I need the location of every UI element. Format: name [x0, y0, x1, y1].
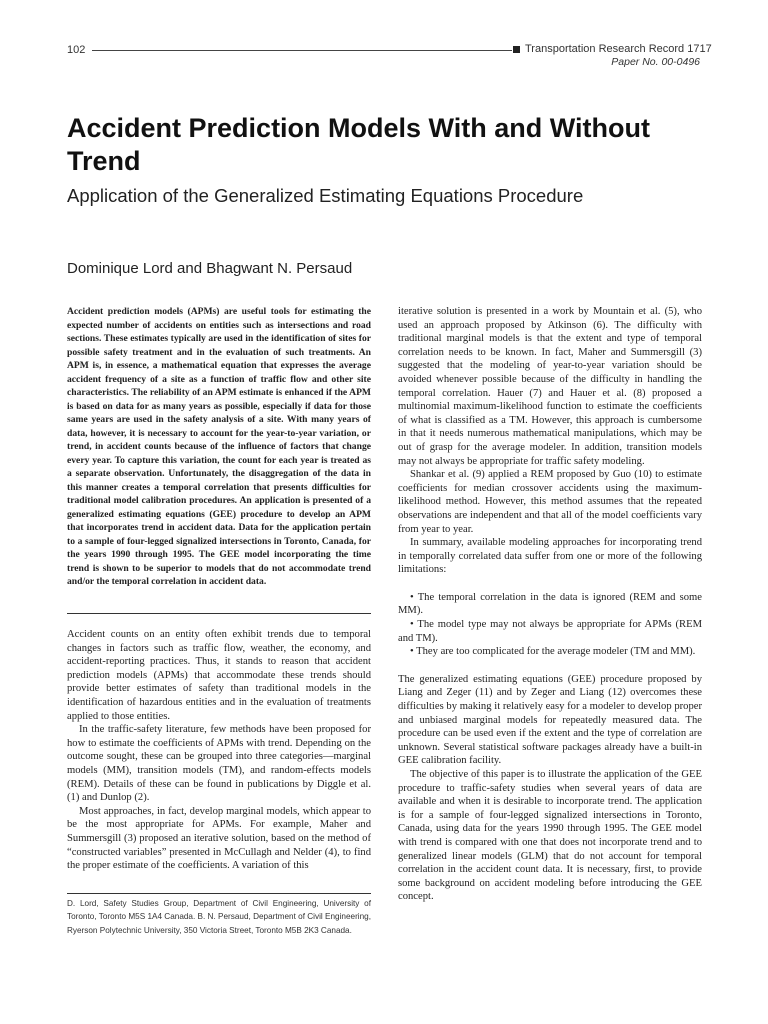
header-rule: [92, 50, 512, 51]
body-paragraph: In summary, available modeling approaches for incorporating trend in temporally correlated data suffer from one or more of the following limitations:: [398, 537, 702, 576]
body-paragraph: Most approaches, in fact, develop marginal models, which appear to be the most appropriate for APMs. For example, Maher and Summersgill (3) proposed an iterative solution, based on the method of “constructed variables” presented in McCullagh and Nelder (4), to find the proper estimate of the coefficients. A variation of this: [67, 805, 371, 872]
paper-number: Paper No. 00-0496: [611, 56, 700, 68]
body-paragraph: The objective of this paper is to illustrate the application of the GEE procedure to traffic-safety studies when several years of data are available and when it is desirable to incorporate trend. The application is for a sample of four-legged signalized intersections in Toronto, Canada, using data for the years 1990 through 1995. The GEE model with trend is compared with one that does not incorporate trend and to generalized linear models (GLM) that do not account for temporal correlation in the accident count data. It is necessary, first, to provide some background on accident modeling before introducing the GEE concept.: [398, 769, 702, 903]
body-left-column: [67, 628, 371, 873]
abstract: Accident prediction models (APMs) are useful tools for estimating the expected number of accidents on entities such as intersections and road sections. These estimates typically are used in the identification of sites for possible safety treatment and in the evaluation of such treatments. An APM is, in essence, a mathematical equation that expresses the average accident frequency of a site as a function of traffic flow and other site characteristics. The reliability of an APM estimate is enhanced if the APM is based on data for as many years as possible, especially if data for those same years are used in the safety analysis of a site. With many years of data, however, it is necessary to account for the year-to-year variation, or trend, in accident counts because of the influence of factors that change every year. To capture this variation, the count for each year is treated as a separate observation. Unfortunately, the disaggregation of the data in this manner creates a temporal correlation that presents difficulties for traditional model calibration procedures. An application is presented of a generalized estimating equations (GEE) procedure to develop an APM that incorporates trend in accident data. Data for the application pertain to a sample of four-legged signalized intersections in Toronto, Canada, for the years 1990 through 1995. The GEE model incorporating the time trend is shown to be superior to models that do not accommodate trend and/or the temporal correlation in accident data.: [67, 306, 371, 587]
header-square-icon: [513, 46, 520, 53]
body-paragraph: Shankar et al. (9) applied a REM proposed by Guo (10) to estimate coefficients for median crossover accidents using the maximum-likelihood method. However, this method assumes that the repeated observations are independent and that all of the model coefficients vary from year to year.: [398, 469, 702, 535]
author-affiliation-footnote: D. Lord, Safety Studies Group, Department of Civil Engineering, University of Toronto, Toronto M5S 1A4 Canada. B. N. Persaud, Department of Civil Engineering, Ryerson Polytechnic University, 350 Victoria Street, Toronto M5B 2K3 Canada.: [67, 899, 371, 935]
limitations-list: [398, 591, 702, 659]
list-item: • The temporal correlation in the data is ignored (REM and some MM).: [398, 591, 702, 617]
list-item: • The model type may not always be appropriate for APMs (REM and TM).: [398, 619, 702, 644]
authors: Dominique Lord and Bhagwant N. Persaud: [67, 260, 353, 277]
footnote-rule: [67, 893, 371, 894]
journal-name: Transportation Research Record 1717: [525, 43, 712, 55]
body-paragraph: Accident counts on an entity often exhibit trends due to temporal changes in factors such as traffic flow, weather, the economy, and accident-reporting practices. Thus, it stands to reason that accident prediction models (APMs) that accommodate these trends should provide better estimates of safety than traditional models in the identification of hazardous entities and in the evaluation of treatments applied to those entities.: [67, 629, 371, 722]
paper-subtitle: Application of the Generalized Estimating Equations Procedure: [67, 185, 584, 206]
body-right-column: [398, 305, 702, 904]
paper-title: Accident Prediction Models With and Without Trend: [67, 113, 651, 176]
list-item: • They are too complicated for the average modeler (TM and MM).: [410, 646, 696, 658]
body-paragraph: In the traffic-safety literature, few methods have been proposed for how to estimate the coefficients of APMs with trend. Depending on the outcome sought, these can be grouped into three categories—marginal models (MM), transition models (TM), and random-effects models (REM). Details of these can be found in publications by Diggle et al. (1) and Dunlop (2).: [67, 724, 371, 804]
page-number: 102: [67, 44, 86, 56]
body-paragraph: iterative solution is presented in a work by Mountain et al. (5), who used an approach proposed by Atkinson (6). The difficulty with traditional marginal models is that the extent and type of temporal correlation needs to be known. In fact, Maher and Summersgill (3) suggested that the modeling of year-to-year variation should be avoided whenever possible because of the difficulty in handling the temporal correlation. Hauer (7) and Hauer et al. (8) proposed a multinomial maximum-likelihood function to estimate the coefficients of what is classified as a TM. However, this approach is cumbersome in that it needs numerous mathematical manipulations, which may be out of grasp for the average modeler. In addition, transition models may not always be appropriate for traffic safety modeling.: [398, 306, 702, 467]
abstract-rule: [67, 613, 371, 614]
body-paragraph: The generalized estimating equations (GEE) procedure proposed by Liang and Zeger (11) and by Zeger and Liang (12) overcomes these difficulties by making it relatively easy for a modeler to develop proper and unbiased marginal models for repeatedly measured data. The procedure can be used even if the extent and the type of correlation are unknown. Several statistical software packages already have a built-in GEE calibration facility.: [398, 673, 702, 767]
